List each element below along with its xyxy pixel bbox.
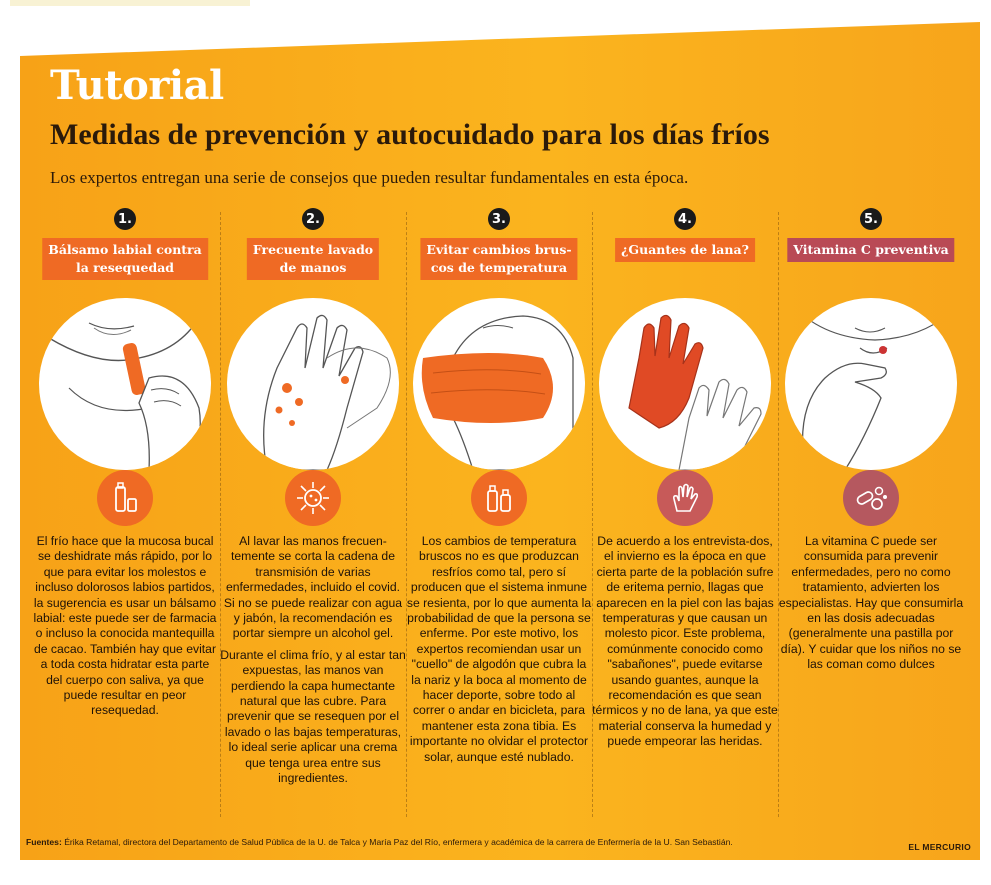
step-label (787, 238, 954, 262)
column-separator (778, 212, 779, 817)
hand-icon (657, 470, 713, 526)
step-paragraph: De acuerdo a los entrevista-dos, el invierno es la época en que cierta parte de la población sufre de eritema pernio, llagas que aparecen en la piel con las bajas temperaturas y que causan un molesto picor. Este problema, comúnmente conocido como "sabañones", puede evitarse usando guantes, aunque la recomendación es que sean térmicos y no de lana, ya que este material conserva la humedad y puede empeorar las heridas. (592, 534, 778, 749)
step-label-line: la resequedad (75, 260, 175, 275)
step-label-line: cos de temperatura (430, 260, 568, 275)
gloves-illustration (599, 298, 771, 470)
neck-gaiter-illustration (413, 298, 585, 470)
step-body (406, 534, 592, 771)
step-label-line: Bálsamo labial contra (48, 242, 202, 257)
vitamin-illustration (785, 298, 957, 470)
step-number: 1. (114, 208, 136, 230)
pills-icon (843, 470, 899, 526)
page-subtitle (50, 118, 770, 152)
step-number: 4. (674, 208, 696, 230)
step-paragraph: Durante el clima frío, y al estar tan expuestas, las manos van perdiendo la capa humectante natural que las cubre. Para prevenir que se resequen por el lavado o las bajas temperaturas, lo ideal serie aplicar una crema que tenga urea entre sus ingredientes. (220, 647, 406, 786)
top-strip-bar (10, 0, 250, 6)
subtitle-bold: para los días fríos (542, 118, 770, 151)
step-body (32, 534, 218, 725)
step-label (615, 238, 755, 262)
step-label-line: de manos (279, 260, 347, 275)
step-paragraph: La vitamina C puede ser consumida para prevenir enfermedades, pero no como tratamiento, advierten los especialistas. Hay que consumirla en las dosis adecuadas (generalmente una pastilla por día). Y cuidar que los niños no se las coman como dulces (778, 534, 964, 672)
step-label-line: Vitamina C preventiva (793, 242, 949, 257)
sources-text: Érika Retamal, directora del Departamento de Salud Pública de la U. de Talca y María Paz del Río, enfermera y académica de la carrera de Enfermería de la U. San Sebastián. (61, 837, 733, 847)
step-number: 5. (860, 208, 882, 230)
step-body (778, 534, 964, 679)
step-label-line: Frecuente lavado (252, 242, 374, 257)
step-body (220, 534, 406, 793)
step-label (420, 238, 577, 280)
step-label (42, 238, 208, 280)
step-label-line: ¿Guantes de lana? (621, 242, 749, 257)
step-number: 2. (302, 208, 324, 230)
step-paragraph: Al lavar las manos frecuen-temente se corta la cadena de transmisión de varias enfermedades, incluido el covid. Si no se puede realizar con agua y jabón, la recomendación es portar siempre un alcohol gel. (223, 534, 403, 641)
subtitle-normal: Medidas de prevención y autocuidado (50, 118, 542, 151)
step-number: 3. (488, 208, 510, 230)
step-label-line: Evitar cambios brus- (426, 242, 572, 257)
hands-washing-illustration (227, 298, 399, 470)
sources-footer (26, 837, 733, 847)
lips-illustration (39, 298, 211, 470)
step-body (592, 534, 778, 756)
step-label (247, 238, 379, 280)
cream-bottles-icon (471, 470, 527, 526)
step-paragraph: El frío hace que la mucosa bucal se deshidrate más rápido, por lo que para evitar los molestos e incluso dolorosos labios partidos, la sugerencia es usar un bálsamo labial: este puede ser de farmacia o incluso la conocida mantequilla de cacao. También hay que evitar a toda costa hidratar esta parte del cuerpo con saliva, ya que puede resultar en peor resequedad. (33, 534, 217, 718)
lead-text: Los expertos entregan una serie de consejos que pueden resultar fundamentales en esta época. (50, 168, 689, 187)
step-paragraph: Los cambios de temperatura bruscos no es que produzcan resfríos como tal, pero sí producen que el sistema inmune se resienta, por lo que aumenta la probabilidad de que la persona se enferme. Por este motivo, los expertos recomiendan usar un "cuello" de algodón que cubra la la nariz y la boca al momento de hacer deporte, sobre todo al correr o andar en bicicleta, para mantener esta zona tibia. Es importante no olvidar el protector solar, aunque esté nublado. (406, 534, 592, 764)
page-title: Tutorial (50, 62, 224, 109)
top-strip (0, 0, 991, 30)
lip-balm-icon (97, 470, 153, 526)
brand-logo: EL MERCURIO (908, 842, 971, 852)
virus-icon (285, 470, 341, 526)
sources-label: Fuentes: (26, 837, 62, 847)
